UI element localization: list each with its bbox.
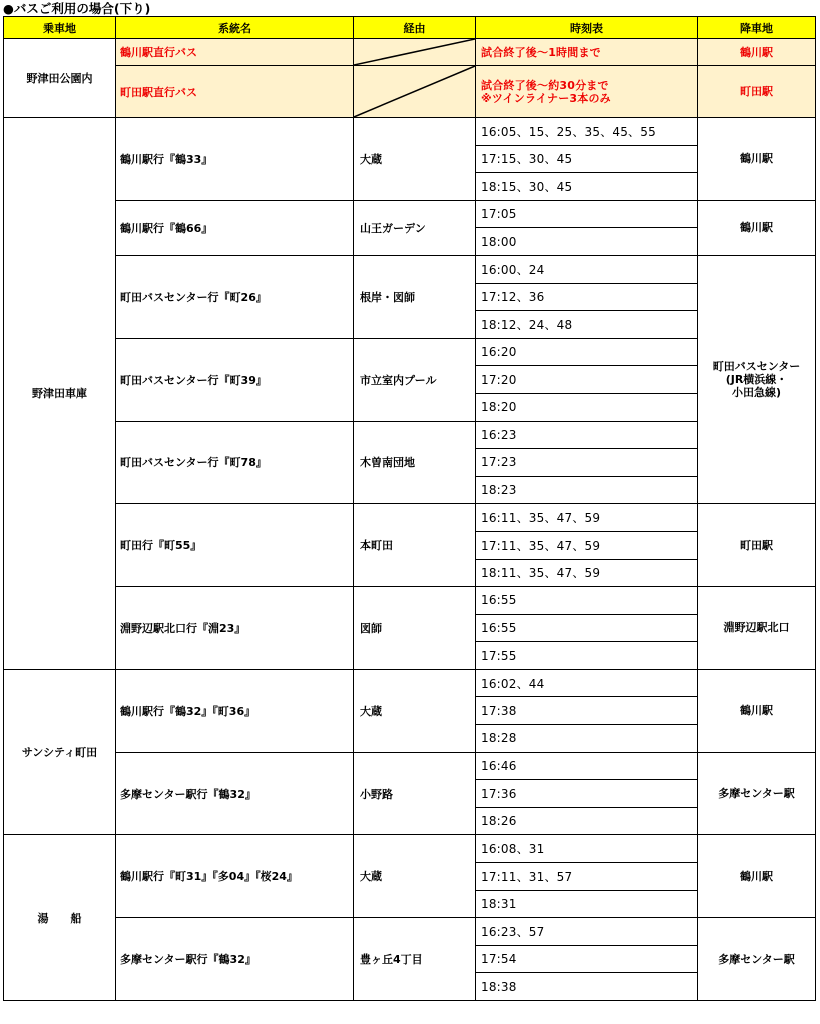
departure-times: 17:11、35、47、59 xyxy=(476,531,698,559)
route-name: 鶴川駅行『町31』『多04』『桜24』 xyxy=(116,835,354,918)
header-alighting: 降車地 xyxy=(698,17,816,39)
departure-times: 17:11、31、57 xyxy=(476,863,698,891)
alighting-stop: 町田バスセンター (JR横浜線・ 小田急線) xyxy=(698,255,816,503)
route-name: 町田行『町55』 xyxy=(116,504,354,587)
departure-times: 18:26 xyxy=(476,807,698,835)
alighting-stop: 鶴川駅 xyxy=(698,200,816,255)
departure-times: 17:23 xyxy=(476,449,698,477)
departure-times: 17:38 xyxy=(476,697,698,725)
departure-times: 17:05 xyxy=(476,200,698,228)
departure-times: 16:00、24 xyxy=(476,255,698,283)
via-name: 大蔵 xyxy=(354,835,476,918)
via-name: 小野路 xyxy=(354,752,476,835)
via-name: 本町田 xyxy=(354,504,476,587)
departure-times: 16:20 xyxy=(476,338,698,366)
departure-times: 16:55 xyxy=(476,587,698,615)
header-route: 系統名 xyxy=(116,17,354,39)
alighting-stop: 多摩センター駅 xyxy=(698,752,816,835)
via-name: 大蔵 xyxy=(354,118,476,201)
departure-times: 16:55 xyxy=(476,614,698,642)
route-name: 多摩センター駅行『鶴32』 xyxy=(116,918,354,1001)
route-name: 鶴川駅行『鶴66』 xyxy=(116,200,354,255)
time-row xyxy=(4,587,816,615)
time-row xyxy=(4,669,816,697)
time-row xyxy=(4,421,816,449)
alighting-stop: 鶴川駅 xyxy=(698,669,816,752)
diagonal-line xyxy=(354,39,475,65)
departure-times: 16:05、15、25、35、45、55 xyxy=(476,118,698,146)
via-name: 市立室内プール xyxy=(354,338,476,421)
route-name: 鶴川駅直行バス xyxy=(116,39,354,66)
alighting-stop: 淵野辺駅北口 xyxy=(698,587,816,670)
time-row xyxy=(4,338,816,366)
route-name: 町田バスセンター行『町39』 xyxy=(116,338,354,421)
boarding-stop: 湯 船 xyxy=(4,835,116,1001)
via-empty xyxy=(354,39,476,66)
departure-times: 試合終了後〜約30分まで ※ツインライナー3本のみ xyxy=(476,66,698,118)
route-name: 町田駅直行バス xyxy=(116,66,354,118)
time-row xyxy=(4,835,816,863)
time-row xyxy=(4,752,816,780)
boarding-stop: 野津田公園内 xyxy=(4,39,116,118)
via-name: 図師 xyxy=(354,587,476,670)
route-name: 多摩センター駅行『鶴32』 xyxy=(116,752,354,835)
header-row xyxy=(4,17,816,39)
route-name: 町田バスセンター行『町26』 xyxy=(116,255,354,338)
header-via: 経由 xyxy=(354,17,476,39)
departure-times: 17:12、36 xyxy=(476,283,698,311)
alighting-stop: 町田駅 xyxy=(698,504,816,587)
departure-times: 17:54 xyxy=(476,945,698,973)
departure-times: 18:28 xyxy=(476,725,698,753)
time-row xyxy=(4,918,816,946)
special-route-row xyxy=(4,66,816,118)
departure-times: 試合終了後〜1時間まで xyxy=(476,39,698,66)
departure-times: 18:00 xyxy=(476,228,698,256)
time-row xyxy=(4,118,816,146)
departure-times: 16:46 xyxy=(476,752,698,780)
departure-times: 18:31 xyxy=(476,890,698,918)
departure-times: 16:23 xyxy=(476,421,698,449)
alighting-stop: 町田駅 xyxy=(698,66,816,118)
departure-times: 18:23 xyxy=(476,476,698,504)
timetable-body xyxy=(4,39,816,1001)
via-empty xyxy=(354,66,476,118)
header-boarding: 乗車地 xyxy=(4,17,116,39)
via-name: 木曽南団地 xyxy=(354,421,476,504)
via-name: 山王ガーデン xyxy=(354,200,476,255)
time-row xyxy=(4,504,816,532)
time-row xyxy=(4,255,816,283)
departure-times: 16:11、35、47、59 xyxy=(476,504,698,532)
departure-times: 18:12、24、48 xyxy=(476,311,698,339)
departure-times: 18:20 xyxy=(476,393,698,421)
page-title: ●バスご利用の場合(下り) xyxy=(3,1,151,16)
departure-times: 17:36 xyxy=(476,780,698,808)
departure-times: 17:15、30、45 xyxy=(476,145,698,173)
via-name: 根岸・図師 xyxy=(354,255,476,338)
departure-times: 17:20 xyxy=(476,366,698,394)
alighting-stop: 多摩センター駅 xyxy=(698,918,816,1001)
bus-timetable xyxy=(3,16,816,1001)
departure-times: 18:38 xyxy=(476,973,698,1001)
departure-times: 18:11、35、47、59 xyxy=(476,559,698,587)
departure-times: 16:02、44 xyxy=(476,669,698,697)
alighting-stop: 鶴川駅 xyxy=(698,118,816,201)
special-route-row xyxy=(4,39,816,66)
via-name: 豊ヶ丘4丁目 xyxy=(354,918,476,1001)
time-row xyxy=(4,200,816,228)
alighting-stop: 鶴川駅 xyxy=(698,39,816,66)
diagonal-line xyxy=(354,66,475,117)
alighting-stop: 鶴川駅 xyxy=(698,835,816,918)
route-name: 淵野辺駅北口行『淵23』 xyxy=(116,587,354,670)
boarding-stop: サンシティ町田 xyxy=(4,669,116,835)
route-name: 町田バスセンター行『町78』 xyxy=(116,421,354,504)
departure-times: 16:08、31 xyxy=(476,835,698,863)
via-name: 大蔵 xyxy=(354,669,476,752)
header-timetable: 時刻表 xyxy=(476,17,698,39)
route-name: 鶴川駅行『鶴32』『町36』 xyxy=(116,669,354,752)
route-name: 鶴川駅行『鶴33』 xyxy=(116,118,354,201)
departure-times: 18:15、30、45 xyxy=(476,173,698,201)
departure-times: 17:55 xyxy=(476,642,698,670)
departure-times: 16:23、57 xyxy=(476,918,698,946)
boarding-stop: 野津田車庫 xyxy=(4,118,116,670)
